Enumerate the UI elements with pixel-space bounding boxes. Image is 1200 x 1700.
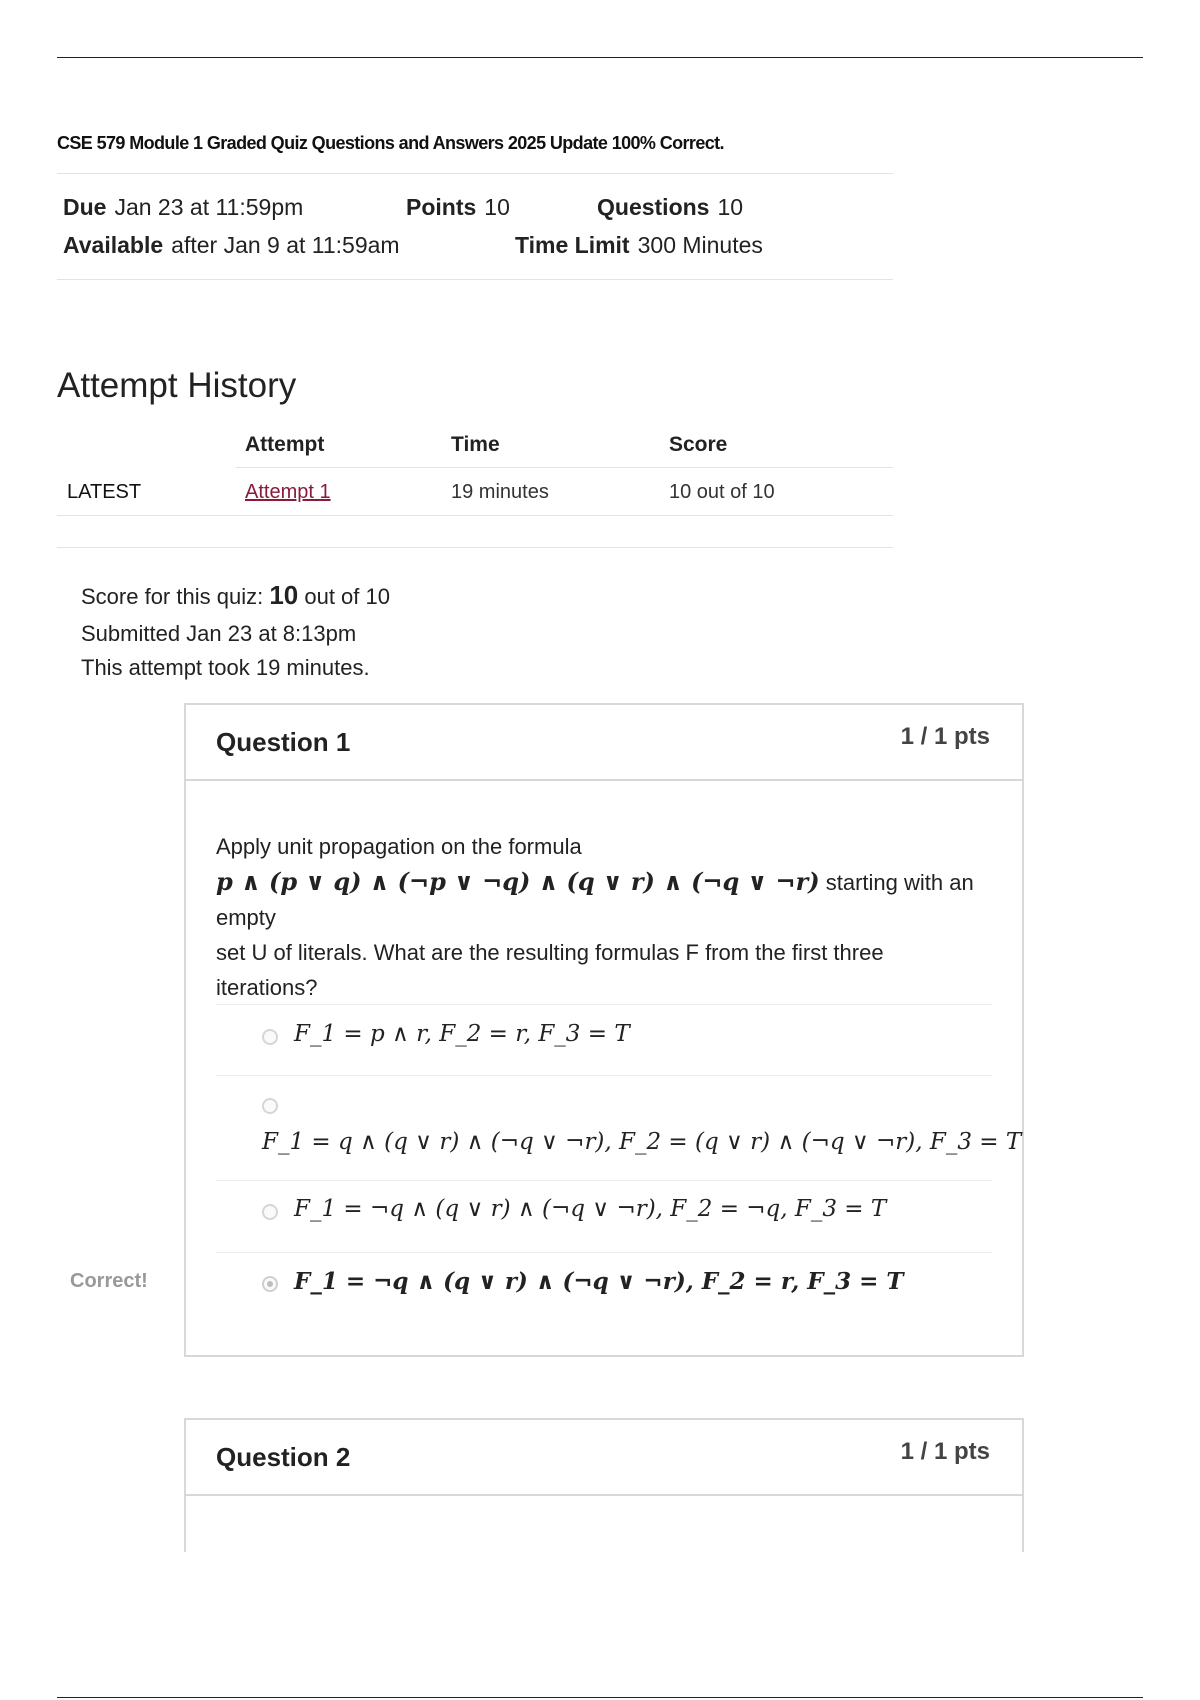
due-field [63,194,303,221]
table-bottom-rule [57,547,893,548]
attempt-time: 19 minutes [451,481,549,503]
time-limit-value: 300 Minutes [637,232,763,258]
time-limit-label: Time Limit [515,232,630,258]
bottom-rule [57,1697,1143,1698]
option-3-label: F_1 = ¬q ∧ (q ∨ r) ∧ (¬q ∨ ¬r), F_2 = ¬q, F_3 = T [294,1196,887,1222]
column-header-score: Score [669,433,728,456]
question-1-card [184,703,1024,1357]
option-2-radio[interactable] [262,1098,278,1114]
column-header-attempt: Attempt [245,433,325,456]
table-row-rule [57,515,893,516]
questions-field [597,194,743,221]
divider [57,173,893,174]
points-value: 10 [484,194,510,220]
quiz-score [81,580,390,611]
score-value: 10 [269,580,299,610]
question-1-line-3: set U of literals. What are the resulting formulas F from the first three [216,940,884,965]
attempt-duration: This attempt took 19 minutes. [81,655,370,680]
option-4-radio-selected[interactable] [262,1276,278,1292]
attempt-score: 10 out of 10 [669,481,775,503]
available-label: Available [63,232,164,258]
question-2-title: Question 2 [216,1442,351,1472]
option-1-radio[interactable] [262,1029,278,1045]
question-2-card [184,1418,1024,1552]
question-1-title: Question 1 [216,727,351,757]
quiz-title: CSE 579 Module 1 Graded Quiz Questions and Answers 2025 Update 100% Correct. [57,133,724,153]
option-separator [216,1180,992,1181]
question-1-line-2 [216,864,996,935]
questions-value: 10 [717,194,744,220]
submitted-time: Submitted Jan 23 at 8:13pm [81,621,357,646]
points-field [406,194,510,221]
question-1-header [186,705,1022,781]
question-1-line-4: iterations? [216,975,318,1000]
score-prefix: Score for this quiz: [81,584,270,609]
option-3-radio[interactable] [262,1204,278,1220]
top-rule [57,57,1143,58]
divider [57,279,893,280]
question-2-points: 1 / 1 pts [900,1438,990,1465]
due-label: Due [63,194,107,220]
option-1-label: F_1 = p ∧ r, F_2 = r, F_3 = T [294,1021,630,1047]
time-limit-field [515,232,763,259]
option-separator [216,1004,992,1005]
available-value: after Jan 9 at 11:59am [171,232,400,258]
question-1-formula: p ∧ (p ∨ q) ∧ (¬p ∨ ¬q) ∧ (q ∨ r) ∧ (¬q ∨ ¬r) [216,867,820,896]
due-value: Jan 23 at 11:59pm [114,194,304,220]
question-1-line-2-rest: starting with an empty [216,870,974,930]
points-label: Points [406,194,477,220]
table-header-rule [236,467,893,468]
question-1-points: 1 / 1 pts [900,723,990,750]
attempt-history-heading: Attempt History [57,366,297,405]
option-separator [216,1252,992,1253]
option-separator [216,1075,992,1076]
question-1-line-1: Apply unit propagation on the formula [216,834,582,859]
question-1-text [216,829,996,1005]
score-suffix: out of 10 [298,584,390,609]
column-header-time: Time [451,433,500,456]
option-2-label: F_1 = q ∧ (q ∨ r) ∧ (¬q ∨ ¬r), F_2 = (q ∨ r) ∧ (¬q ∨ ¬r), F_3 = T [262,1129,1022,1155]
correct-answer-marker: Correct! [70,1270,148,1292]
attempt-1-link[interactable]: Attempt 1 [245,481,331,503]
questions-label: Questions [597,194,710,220]
option-4-label: F_1 = ¬q ∧ (q ∨ r) ∧ (¬q ∨ ¬r), F_2 = r, F_3 = T [294,1268,904,1295]
latest-tag: LATEST [67,481,142,503]
question-2-header [186,1420,1022,1496]
available-field [63,232,400,259]
